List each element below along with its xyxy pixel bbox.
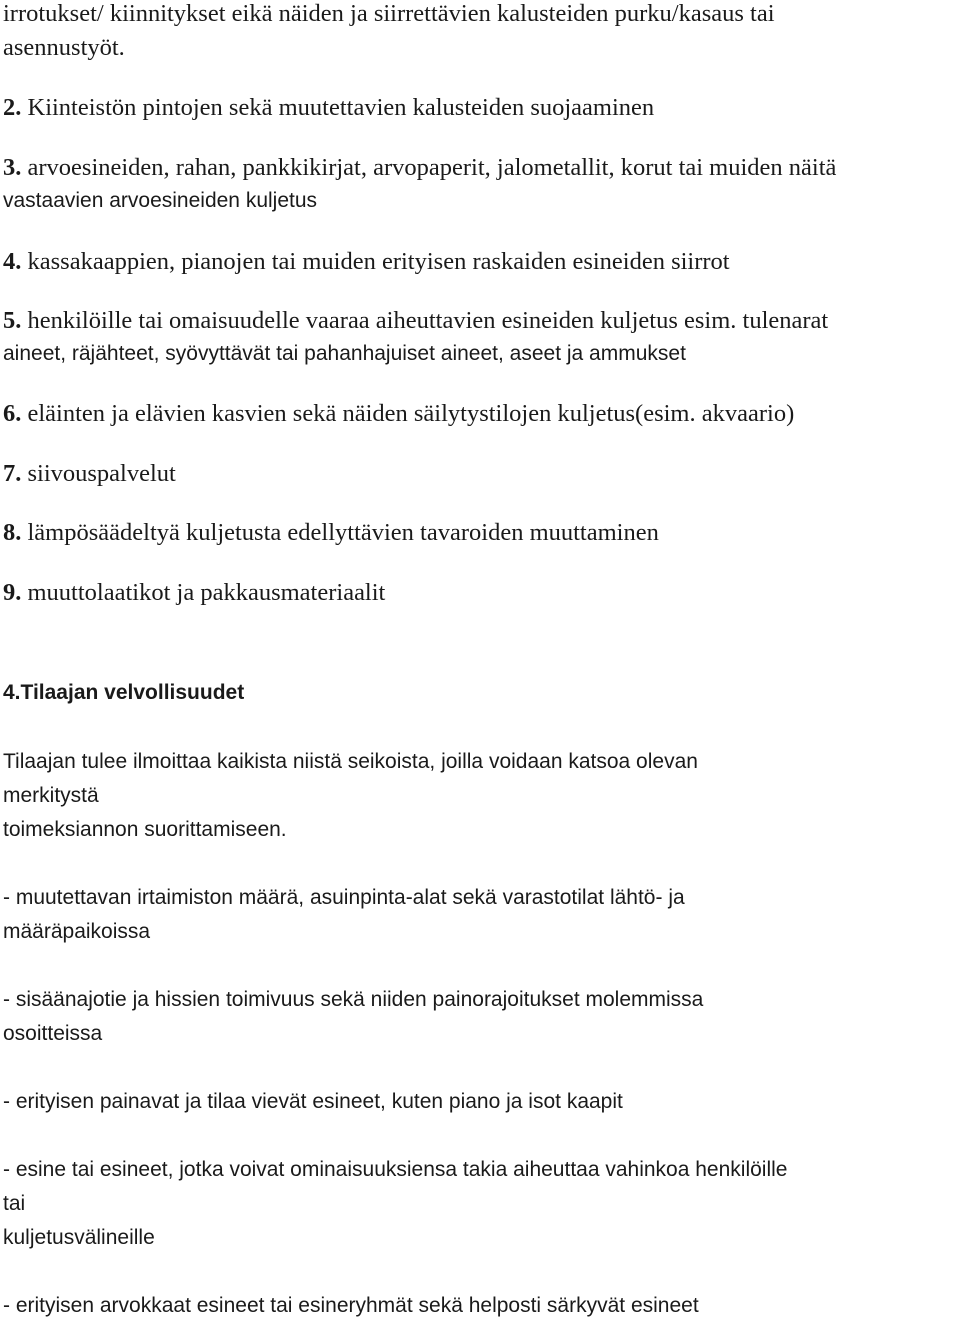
intro-line: asennustyöt. [3,34,125,61]
bullet-continuation: osoitteissa [3,1022,103,1045]
intro-line: irrotukset/ kiinnitykset eikä näiden ja siirrettävien kalusteiden purku/kasaus tai [3,0,775,27]
item-number: 3. [3,154,22,181]
paragraph-line: Tilaajan tulee ilmoittaa kaikista niistä seikoista, joilla voidaan katsoa olevan [3,750,698,773]
list-item [3,576,385,610]
item-text: siivouspalvelut [21,460,176,487]
paragraph-line: toimeksiannon suorittamiseen. [3,818,287,841]
item-number: 8. [3,519,22,546]
bullet-continuation: tai [3,1192,26,1215]
list-item [3,304,828,338]
item-number: 6. [3,400,22,427]
item-continuation: vastaavien arvoesineiden kuljetus [3,189,318,212]
item-number: 4. [3,248,22,275]
item-text: kassakaappien, pianojen tai muiden erityisen raskaiden esineiden siirrot [21,248,730,275]
bullet-continuation: määräpaikoissa [3,920,151,943]
item-text: muuttolaatikot ja pakkausmateriaalit [21,579,386,606]
section-heading: 4.Tilaajan velvollisuudet [3,681,245,704]
item-text: Kiinteistön pintojen sekä muutettavien kalusteiden suojaaminen [21,94,655,121]
list-item [3,91,654,125]
item-text: lämpösäädeltyä kuljetusta edellyttävien tavaroiden muuttaminen [21,519,659,546]
bullet-item: - esine tai esineet, jotka voivat ominaisuuksiensa takia aiheuttaa vahinkoa henkilöille [3,1158,788,1181]
bullet-item: - muutettavan irtaimiston määrä, asuinpinta-alat sekä varastotilat lähtö- ja [3,886,685,909]
item-text: eläinten ja elävien kasvien sekä näiden säilytystilojen kuljetus(esim. akvaario) [21,400,795,427]
paragraph-line: merkitystä [3,784,99,807]
item-number: 7. [3,460,22,487]
bullet-item: - erityisen painavat ja tilaa vievät esineet, kuten piano ja isot kaapit [3,1090,623,1113]
bullet-item: - erityisen arvokkaat esineet tai esineryhmät sekä helposti särkyvät esineet [3,1294,699,1317]
item-continuation: aineet, räjähteet, syövyttävät tai pahanhajuiset aineet, aseet ja ammukset [3,342,686,365]
list-item [3,245,730,279]
list-item [3,397,794,431]
bullet-item: - sisäänajotie ja hissien toimivuus sekä niiden painorajoitukset molemmissa [3,988,704,1011]
list-item [3,457,176,491]
list-item [3,516,659,550]
item-text: henkilöille tai omaisuudelle vaaraa aiheuttavien esineiden kuljetus esim. tulenarat [21,307,829,334]
item-text: arvoesineiden, rahan, pankkikirjat, arvopaperit, jalometallit, korut tai muiden näitä [21,154,837,181]
list-item [3,151,836,185]
item-number: 9. [3,579,22,606]
item-number: 2. [3,94,22,121]
bullet-continuation: kuljetusvälineille [3,1226,155,1249]
item-number: 5. [3,307,22,334]
